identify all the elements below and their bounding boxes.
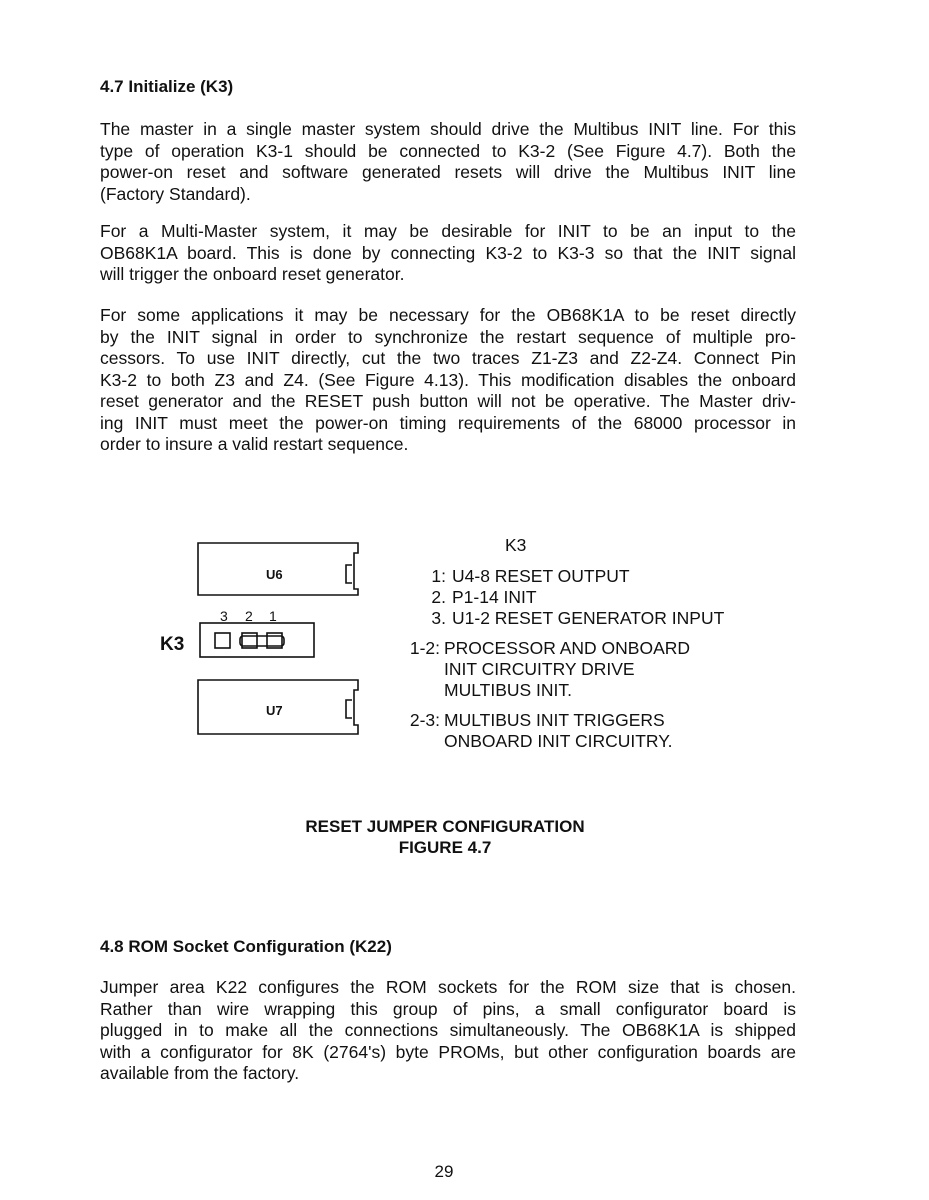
legend-pin-num: 1: (431, 566, 446, 586)
chip-u7-notch (346, 700, 352, 718)
jumper-k3-label: K3 (160, 634, 185, 655)
legend-config-line: PROCESSOR AND ONBOARD (444, 638, 691, 658)
legend-pin-desc: U4-8 RESET OUTPUT (452, 566, 630, 586)
text-line: K3-2 to both Z3 and Z4. (See Figure 4.13). This modification disables the onboard (100, 369, 796, 390)
section-heading-4-8: 4.8 ROM Socket Configuration (K22) (100, 937, 392, 956)
text-line: by the INIT signal in order to synchronize the restart sequence of multiple pro- (100, 326, 796, 347)
text-line: power-on reset and software generated resets will drive the Multibus INIT line (100, 162, 796, 182)
text-line: with a configurator for 8K (2764's) byte PROMs, but other configuration boards are (100, 1041, 796, 1062)
figure-caption (200, 816, 690, 858)
chip-u6-label: U6 (266, 567, 283, 582)
legend-pin-desc: U1-2 RESET GENERATOR INPUT (452, 608, 725, 628)
paragraph-4-7-3 (100, 305, 796, 456)
text-line: The master in a single master system should drive the Multibus INIT line. For this (100, 119, 796, 139)
pin-3-number: 3 (220, 608, 228, 624)
text-line: Rather than wire wrapping this group of pins, a small configurator board is (100, 998, 796, 1019)
text-line: For some applications it may be necessary for the OB68K1A to be reset directly (100, 305, 796, 325)
chip-u7-label: U7 (266, 703, 283, 718)
page-number: 29 (434, 1162, 454, 1181)
legend-config-num: 2-3: (409, 710, 440, 730)
paragraph-4-7-2 (100, 221, 796, 286)
pin-2-number: 2 (245, 608, 253, 624)
text-line: will trigger the onboard reset generator. (100, 264, 405, 284)
section-heading-4-7: 4.7 Initialize (K3) (100, 77, 234, 96)
jumper-diagram (160, 535, 400, 745)
text-line: reset generator and the RESET push button will not be operative. The Master driv- (100, 391, 796, 411)
text-line: For a Multi-Master system, it may be desirable for INIT to be an input to the (100, 221, 796, 241)
pin-3 (215, 633, 230, 648)
text-line: OB68K1A board. This is done by connecting K3-2 to K3-3 so that the INIT signal (100, 242, 796, 263)
legend-config-line: ONBOARD INIT CIRCUITRY. (444, 731, 673, 751)
legend-pin-num: 2. (431, 587, 446, 607)
paragraph-4-7-1 (100, 119, 796, 205)
legend-pin-num: 3. (431, 608, 446, 628)
text-line: (Factory Standard). (100, 183, 251, 204)
legend-title: K3 (505, 535, 527, 555)
figure-caption-number: FIGURE 4.7 (398, 838, 492, 857)
pin-1-number: 1 (269, 608, 277, 624)
text-line: Jumper area K22 configures the ROM sockets for the ROM size that is chosen. (100, 977, 796, 997)
text-line: cessors. To use INIT directly, cut the two traces Z1-Z3 and Z2-Z4. Connect Pin (100, 348, 796, 368)
figure-caption-title: RESET JUMPER CONFIGURATION (305, 817, 585, 836)
text-line: type of operation K3-1 should be connected to K3-2 (See Figure 4.7). Both the (100, 140, 796, 161)
chip-u6-notch (346, 565, 352, 583)
text-line: available from the factory. (100, 1063, 300, 1083)
legend-config-line: MULTIBUS INIT. (444, 680, 573, 700)
legend-config-line: MULTIBUS INIT TRIGGERS (444, 710, 665, 730)
legend-config-num: 1-2: (409, 638, 440, 658)
legend-pin-desc: P1-14 INIT (452, 587, 537, 607)
legend-config-line: INIT CIRCUITRY DRIVE (444, 659, 635, 679)
text-line: plugged in to make all the connections simultaneously. The OB68K1A is shipped (100, 1020, 796, 1040)
text-line: order to insure a valid restart sequence. (100, 434, 409, 454)
paragraph-4-8-1 (100, 977, 796, 1085)
text-line: ing INIT must meet the power-on timing requirements of the 68000 processor in (100, 412, 796, 433)
jumper-shunt (240, 636, 284, 646)
